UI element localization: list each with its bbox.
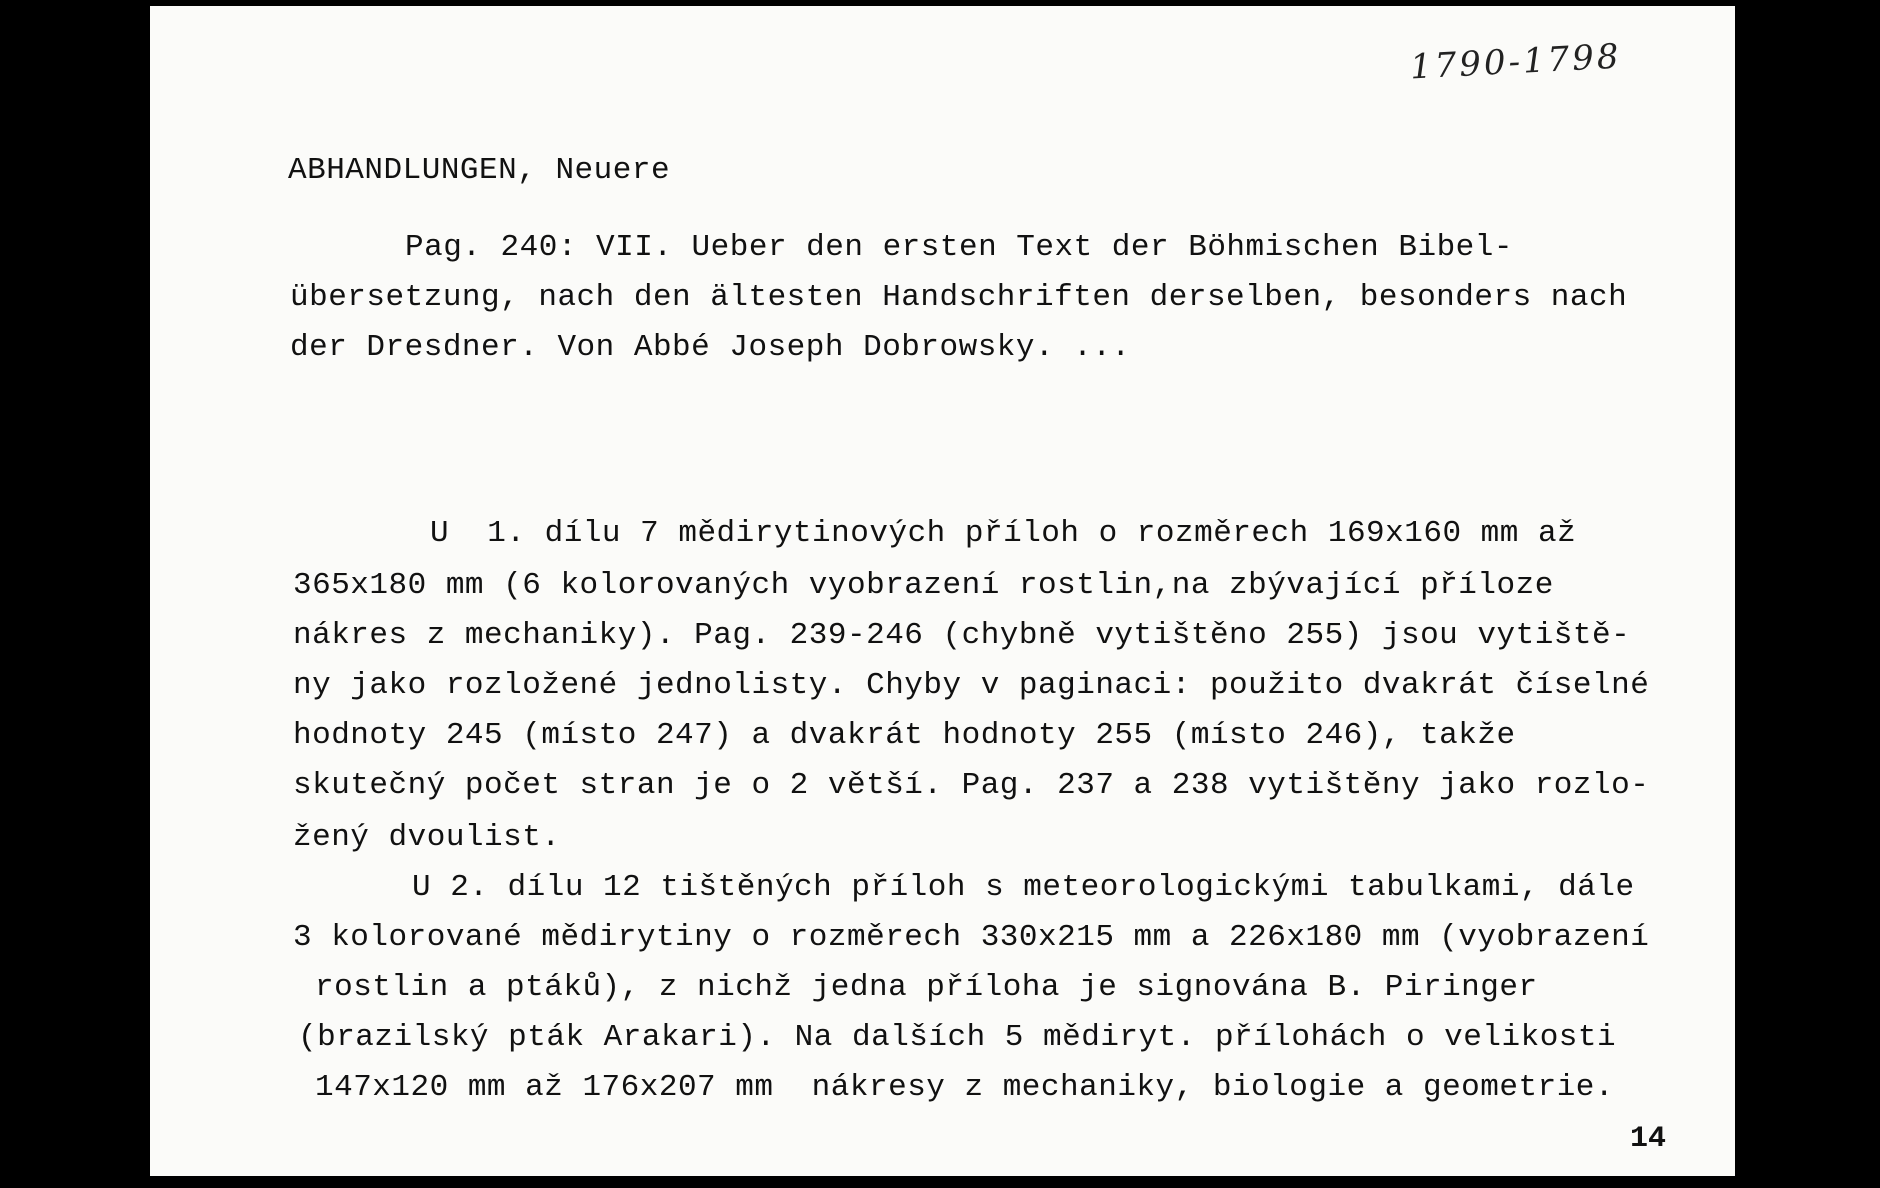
paragraph3-line: rostlin a ptáků), z nichž jedna příloha je signována B. Piringer <box>315 970 1538 1005</box>
paragraph2-line: U 1. dílu 7 mědirytinových příloh o rozměrech 169x160 mm až <box>430 516 1577 551</box>
paragraph2-line: ny jako rozložené jednolisty. Chyby v paginaci: použito dvakrát číselné <box>293 668 1650 703</box>
handwritten-note: 1790-1798 <box>1409 36 1623 88</box>
paragraph2-line: 365x180 mm (6 kolorovaných vyobrazení rostlin,na zbývající příloze <box>293 568 1554 603</box>
paragraph3-line: (brazilský pták Arakari). Na dalších 5 mědiryt. přílohách o velikosti <box>298 1020 1617 1055</box>
paragraph1-line: der Dresdner. Von Abbé Joseph Dobrowsky. ... <box>290 330 1131 365</box>
card-heading: ABHANDLUNGEN, Neuere <box>288 153 671 188</box>
paragraph2-line: hodnoty 245 (místo 247) a dvakrát hodnoty 255 (místo 246), takže <box>293 718 1516 753</box>
catalog-card <box>150 6 1735 1176</box>
paragraph3-line: 147x120 mm až 176x207 mm nákresy z mechaniky, biologie a geometrie. <box>315 1070 1615 1105</box>
paragraph2-line: nákres z mechaniky). Pag. 239-246 (chybně vytištěno 255) jsou vytiště- <box>293 618 1631 653</box>
paragraph3-line: U 2. dílu 12 tištěných příloh s meteorologickými tabulkami, dále <box>412 870 1635 905</box>
paragraph1-line: Pag. 240: VII. Ueber den ersten Text der Böhmischen Bibel- <box>405 230 1513 265</box>
page-number: 14 <box>1630 1122 1667 1156</box>
paragraph2-line: skutečný počet stran je o 2 větší. Pag. 237 a 238 vytištěny jako rozlo- <box>293 768 1650 803</box>
paragraph3-line: 3 kolorované mědirytiny o rozměrech 330x215 mm a 226x180 mm (vyobrazení <box>293 920 1650 955</box>
paragraph2-line: žený dvoulist. <box>293 820 561 855</box>
paragraph1-line: übersetzung, nach den ältesten Handschriften derselben, besonders nach <box>290 280 1628 315</box>
